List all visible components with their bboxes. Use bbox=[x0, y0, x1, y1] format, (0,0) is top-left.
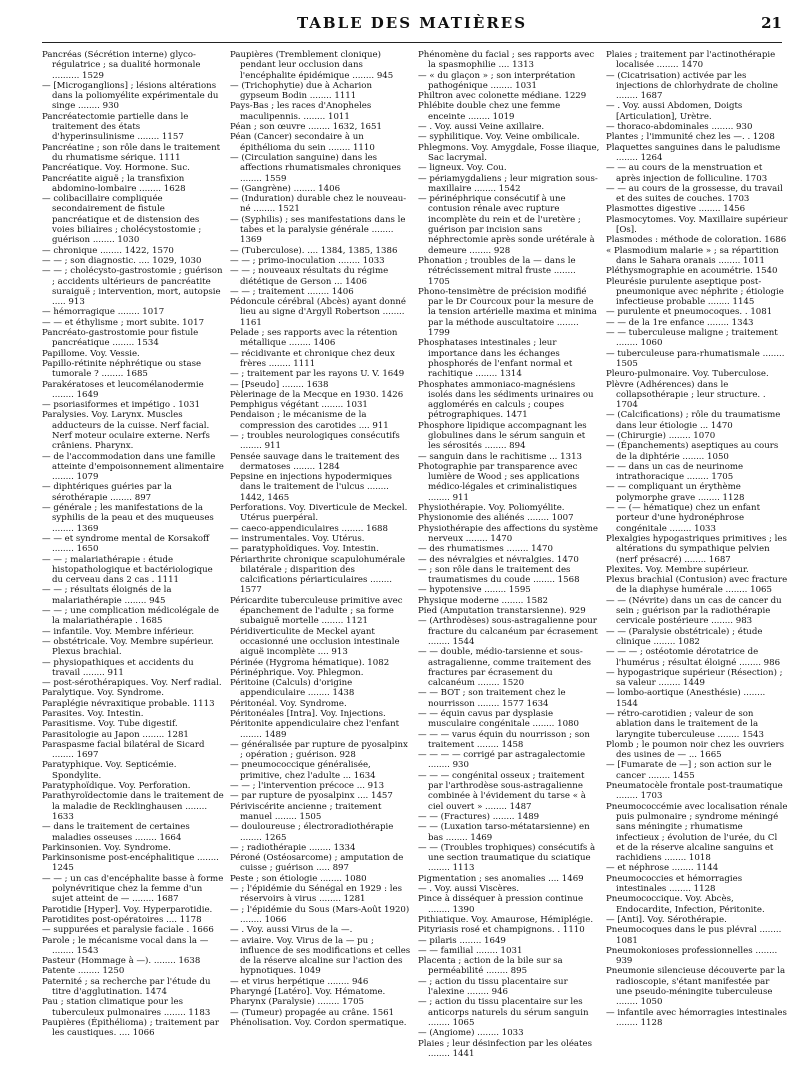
index-entry: Plèvre (Adhérences) dans le collapsothérapie ; leur structure. . 1704 bbox=[606, 379, 766, 411]
index-entry: Pince à disséquer à pression continue ........ 1390 bbox=[418, 894, 584, 915]
index-entry: — hypotensive ........ 1595 bbox=[418, 585, 531, 596]
index-entry: — des rhumatismes ........ 1470 bbox=[418, 544, 553, 555]
index-entry: Péan (Cancer) secondaire à un épithélioma du sein ........ 1110 bbox=[230, 132, 375, 153]
index-entry: — (Syphilis) ; ses manifestations dans le tabes et la paralysie générale ........ 1369 bbox=[230, 214, 406, 246]
index-entry: Phosphore lipidique accompagnant les globulines dans le sérum sanguin et les sérosités ........ 894 bbox=[418, 420, 587, 452]
index-entry: Pepsine en injections hypodermiques dans le traitement de l'ulcus ........ 1442, 1465 bbox=[230, 472, 392, 503]
index-entry: — — (Fractures) ........ 1489 bbox=[418, 811, 540, 822]
index-entry: — ; l'épidémie du Sénégal en 1929 : les réservoirs à virus ........ 1281 bbox=[230, 884, 402, 905]
index-entry: — (Épanchements) aseptiques au cours de la diphtérie ........ 1050 bbox=[606, 441, 779, 462]
index-entry: Paraspasme facial bilatéral de Sicard ........ 1697 bbox=[42, 739, 205, 761]
index-entry: Papillo-rétinite néphrétique ou stase tumorale ? ........ 1685 bbox=[42, 358, 202, 380]
index-entry: — infantile. Voy. Membre inférieur. bbox=[42, 626, 195, 637]
index-entry: Pancréatine ; son rôle dans le traitement du rhumatisme sérique. 1111 bbox=[42, 142, 221, 163]
index-entry: Plexus brachial (Contusion) avec fracture de la diaphyse humérale ........ 1065 bbox=[606, 575, 788, 596]
index-entry: Pau ; station climatique pour les tuberculeux pulmonaires ........ 1183 bbox=[42, 997, 211, 1018]
index-entry: — — ; un cas d'encéphalite basse à forme polynévritique chez la femme d'un sujet atteint de — ........ 1687 bbox=[42, 873, 224, 905]
index-entry: — — ; l'intervention précoce ... 913 bbox=[230, 781, 385, 792]
index-entry: — des névralgies et névralgies. 1470 bbox=[418, 554, 579, 565]
index-entry: — pneumococcique généralisée, primitive, chez l'adulte ... 1634 bbox=[230, 760, 376, 781]
index-entry: Phosphates ammoniaco-magnésiens isolés dans les sédiments urinaires ou agglomérés en calculs ; coupes pétrographiques. 1471 bbox=[418, 379, 594, 421]
index-entry: — (Arthrodèses) sous-astragalienne pour fracture du calcanéum par écrasement ........ 1544 bbox=[418, 616, 598, 647]
index-entry: Péricardite tuberculeuse primitive avec épanchement de l'adulte ; sa forme subaiguë mortelle ........ 1121 bbox=[230, 595, 403, 627]
index-entry: Pneumocoques dans le pus plévral ........ 1081 bbox=[606, 925, 782, 946]
index-entry: — — équin cavus par dysplasie musculaire congénitale ........ 1080 bbox=[418, 709, 579, 730]
index-entry: Plaquettes sanguines dans le paludisme ........ 1264 bbox=[606, 142, 781, 163]
index-entry: — ; l'épidémie du Sous (Mars-Août 1920) ........ 1066 bbox=[230, 904, 410, 925]
index-entry: — — compliquant un érythème polymorphe grave ........ 1128 bbox=[606, 482, 745, 503]
index-entry: — — ; primo-inoculation ........ 1033 bbox=[230, 255, 385, 266]
index-entry: — douloureuse ; électroradiothérapie ........ 1265 bbox=[230, 822, 394, 843]
index-entry: Phlébite double chez une femme enceinte ........ 1019 bbox=[418, 101, 561, 122]
index-entry: — purulente et pneumocoques. . 1081 bbox=[606, 307, 773, 318]
index-entry: — hypogastrique supérieur (Résection) ; sa valeur ........ 1449 bbox=[606, 667, 783, 689]
index-entry: — ; traitement par les rayons U. V. 1649 bbox=[230, 369, 405, 380]
index-entry: Phosphatases intestinales ; leur importance dans les échanges phosphorés de l'enfant normal et rachitique ........ 1314 bbox=[418, 338, 573, 380]
index-entry: Pneumococcémie avec localisation rénale puis pulmonaire ; syndrome méningé sans méningite ; rhumatisme infectieux ; évolution de l'urée, du Cl et de la réserve alcaline sanguins et rachidiens ........ 1018 bbox=[606, 801, 788, 864]
index-entry: Physiothérapie. Voy. Poliomyélite. bbox=[418, 503, 565, 514]
index-entry: — [Pseudo] ........ 1638 bbox=[230, 379, 329, 390]
index-entry: Périnée (Hygroma hématique). 1082 bbox=[230, 657, 390, 668]
index-entry: Pancréas (Sécrétion interne) glyco-régulatrice ; sa dualité hormonale .......... 1529 bbox=[42, 50, 201, 81]
index-entry: Parathyroïdectomie dans le traitement de la maladie de Recklinghausen ........ 1633 bbox=[42, 791, 224, 822]
index-entry: — (Cicatrisation) activée par les injections de chlorhydrate de choline ........ 1687 bbox=[606, 70, 778, 102]
index-entry: — [Fumarate de —] ; son action sur le cancer ........ 1455 bbox=[606, 760, 772, 781]
index-entry: Pédoncule cérébral (Abcès) ayant donné lieu au signe d'Argyll Robertson ........ 1161 bbox=[230, 297, 407, 328]
index-entry: — ; action du tissu placentaire sur l'alexine ........ 946 bbox=[418, 976, 568, 998]
index-entry: Pelade ; ses rapports avec la rétention métallique ........ 1406 bbox=[230, 328, 398, 349]
index-entry: — — (Névrite) dans un cas de cancer du sein ; guérison par la radiothérapie cervicale postérieure ........ 983 bbox=[606, 595, 782, 627]
index-entry: — et néphrose ........ 1144 bbox=[606, 863, 719, 874]
index-entry: Péridiverticulite de Meckel ayant occasionné une occlusion intestinale aiguë incomplète .... 913 bbox=[230, 626, 400, 658]
index-entry: Plasmottes digestive ........ 1456 bbox=[606, 204, 746, 215]
index-entry: Parotidie [Hyper]. Voy. Hyperparotidie. bbox=[42, 904, 213, 915]
index-entry: — [Microganglions] ; lésions altérations dans la poliomyélite expérimentale du singe ........ 930 bbox=[42, 80, 219, 112]
header-rule bbox=[42, 42, 782, 43]
index-entry: — — — ; ostéotomie dérotatrice de l'humérus ; résultat éloigné ........ 986 bbox=[606, 647, 781, 668]
index-entry: Plaies ; traitement par l'actinothérapie localisée ........ 1470 bbox=[606, 50, 776, 71]
index-entry: Plomb ; le poumon noir chez les ouvriers des usines de — ... 1665 bbox=[606, 739, 785, 761]
index-entry: Phono-tensimètre de précision modifié par le Dr Courcoux pour la mesure de la tension artérielle maxima et minima par la méthode auscultatoire ........ 1799 bbox=[418, 286, 597, 339]
index-entry: — — au cours de la grossesse, du travail et des suites de couches. 1703 bbox=[606, 183, 783, 205]
index-entry: — — tuberculeuse maligne ; traitement ........ 1060 bbox=[606, 328, 778, 349]
index-entry: — tuberculeuse para-rhumatismale ........ 1505 bbox=[606, 348, 785, 369]
index-entry: Paupières (Tremblement clonique) pendant leur occlusion dans l'encéphalite épidémique ........ 945 bbox=[230, 50, 394, 81]
index-entry: — (Angiome) ........ 1033 bbox=[418, 1028, 524, 1039]
index-entry: — obstétricale. Voy. Membre supérieur. Plexus brachial. bbox=[42, 636, 214, 658]
index-entry: — chronique ........ 1422, 1570 bbox=[42, 245, 174, 256]
index-entry: — — double, médio-tarsienne et sous-astragalienne, comme traitement des fractures par écrasement du calcanéum ........ 1520 bbox=[418, 647, 592, 689]
index-entry: — (Gangrène) ........ 1406 bbox=[230, 183, 341, 194]
index-entry: — — et syndrome mental de Korsakoff ........ 1650 bbox=[42, 533, 210, 555]
index-entry: — . Voy. aussi Abdomen, Doigts [Articulation], Urètre. bbox=[606, 101, 743, 122]
index-entry: Pancréatectomie partielle dans le traitement des états d'hyperinsulinisme ........ 1157 bbox=[42, 111, 189, 143]
index-entry: — ligneux. Voy. Cou. bbox=[418, 163, 507, 174]
index-entry: — thoraco-abdominales ........ 930 bbox=[606, 122, 753, 133]
index-entry: Pensée sauvage dans le traitement des dermatoses ........ 1284 bbox=[230, 451, 400, 472]
index-entry: Peste ; son étiologie ........ 1080 bbox=[230, 873, 367, 884]
index-entry: Pendaison ; le mécanisme de la compression des carotides .... 911 bbox=[230, 410, 389, 431]
index-entry: — ; radiothérapie ........ 1334 bbox=[230, 842, 356, 853]
index-entry: — — ; nouveaux résultats du régime diététique de Gerson ... 1406 bbox=[230, 266, 389, 287]
index-entry: — de l'accommodation dans une famille atteinte d'empoisonnement alimentaire ........ 1079 bbox=[42, 451, 224, 483]
index-entry: Paralytique. Voy. Syndrome. bbox=[42, 688, 164, 699]
index-entry: Paratyphoïdique. Voy. Perforation. bbox=[42, 781, 191, 792]
index-entry: Péritoine (Calculs) d'origine appendiculaire ........ 1438 bbox=[230, 678, 355, 699]
index-entry: — paratyphoïdiques. Voy. Intestin. bbox=[230, 544, 379, 555]
index-entry: — ; action du tissu placentaire sur les anticorps naturels du sérum sanguin ........ 1065 bbox=[418, 997, 589, 1028]
index-entry: Périnéphrique. Voy. Phlegmon. bbox=[230, 667, 364, 678]
index-entry: « Plasmodium malarie » ; sa répartition dans le Sahara oranais ........ 1011 bbox=[606, 245, 779, 266]
index-entry: Parkinsonisme post-encéphalitique ........ 1245 bbox=[42, 853, 219, 874]
index-entry: — (Induration) durable chez le nouveau-né ........ 1521 bbox=[230, 194, 407, 215]
index-entry: — par rupture de pyosalpinx .... 1457 bbox=[230, 791, 393, 802]
index-entry: Paraplégie névraxitique probable. 1113 bbox=[42, 698, 215, 709]
index-entry: — — ; malariathérapie : étude histopathologique et bactériologique du cerveau dans 2 cas . 1111 bbox=[42, 554, 213, 586]
index-entry: — — — varus équin du nourrisson ; son traitement ........ 1458 bbox=[418, 729, 590, 750]
index-entry: — — de la 1re enfance ........ 1343 bbox=[606, 317, 754, 328]
index-entry: — instrumentales. Voy. Utérus. bbox=[230, 533, 365, 544]
index-entry: Pharynx (Paralysie) ........ 1705 bbox=[230, 997, 365, 1008]
index-entry: Phonation ; troubles de la — dans le rétrécissement mitral fruste ........ 1705 bbox=[418, 255, 576, 287]
index-entry: — — au cours de la menstruation et après injection de folliculine. 1703 bbox=[606, 163, 768, 184]
index-entry: Pancréatique. Voy. Hormone. Suc. bbox=[42, 163, 190, 174]
index-column-4 bbox=[606, 50, 788, 1028]
index-entry: Plexites. Voy. Membre supérieur. bbox=[606, 564, 749, 575]
index-entry: — — (Paralysie obstétricale) ; étude clinique ........ 1082 bbox=[606, 626, 763, 647]
index-entry: — (Circulation sanguine) dans les affections rhumatismales chroniques ........ 1559 bbox=[230, 152, 401, 184]
index-entry: — récidivante et chronique chez deux frères ........ 1111 bbox=[230, 348, 395, 369]
index-entry: — lombo-aortique (Anesthésie) ........ 1544 bbox=[606, 688, 766, 709]
index-entry: Physionomie des aliénés ........ 1007 bbox=[418, 513, 574, 524]
index-entry: Parasitologie au Japon ........ 1281 bbox=[42, 729, 189, 740]
index-entry: Parole ; le mécanisme vocal dans la — ........ 1543 bbox=[42, 935, 209, 956]
index-entry: — — ; cholécysto-gastrostomie ; guérison ; accidents ultérieurs de pancréatite suraiguë ; intervention, mort, autopsie ..... 913 bbox=[42, 266, 223, 308]
index-entry: — (Calcifications) ; rôle du traumatisme dans leur étiologie ... 1470 bbox=[606, 410, 781, 431]
index-entry: Pneumatocèle frontale post-traumatique ........ 1703 bbox=[606, 781, 783, 802]
index-entry: Péroné (Ostéosarcome) ; amputation de cuisse ; guérison ..... 897 bbox=[230, 853, 404, 874]
index-entry: — — ; résultats éloignés de la malariathérapie ........ 945 bbox=[42, 585, 172, 606]
index-entry: Physique moderne ........ 1582 bbox=[418, 595, 549, 606]
index-entry: Plasmodes : méthode de coloration. 1686 bbox=[606, 235, 787, 246]
index-entry: — périamygdaliens ; leur migration sous-maxillaire ........ 1542 bbox=[418, 173, 598, 194]
index-entry: Pharyngé [Latéro]. Voy. Hématome. bbox=[230, 987, 386, 998]
index-column-3 bbox=[418, 50, 600, 1059]
index-entry: Péritonéales [Intra]. Voy. Injections. bbox=[230, 709, 386, 719]
index-entry: Photographie par transparence avec lumière de Wood ; ses applications médico-légales et criminalistiques ........ 911 bbox=[418, 461, 580, 503]
index-entry: — « du glaçon » ; son interprétation pathogénique ........ 1031 bbox=[418, 70, 576, 91]
index-entry: — — (— hématique) chez un enfant porteur d'une hydronéphrose congénitale ........ 1033 bbox=[606, 503, 761, 534]
index-entry: — (Tumeur) propagée au crâne. 1561 bbox=[230, 1007, 395, 1018]
index-entry: — — dans un cas de neurinome intrathoracique ........ 1705 bbox=[606, 461, 744, 483]
index-column-1 bbox=[42, 50, 224, 1039]
index-entry: Physiothérapie des affections du système nerveux ........ 1470 bbox=[418, 523, 599, 544]
index-entry: — physiopathiques et accidents du travail ........ 911 bbox=[42, 657, 194, 678]
index-entry: — . Voy. aussi Virus de la —. bbox=[230, 925, 353, 936]
index-entry: — caeco-appendiculaires ........ 1688 bbox=[230, 523, 388, 534]
index-entry: Parakératoses et leucomélanodermie ........ 1649 bbox=[42, 379, 204, 400]
index-entry: — [Anti]. Voy. Sérothérapie. bbox=[606, 914, 727, 925]
index-entry: Plaies ; leur désinfection par les oléates ........ 1441 bbox=[418, 1038, 592, 1059]
index-entry: — suppurées et paralysie faciale . 1666 bbox=[42, 925, 214, 936]
index-entry: Plantes ; l'immunité chez les —. . 1208 bbox=[606, 132, 775, 143]
index-entry: Pneumokonioses professionnelles ........ 939 bbox=[606, 945, 778, 967]
index-entry: — (Trichophytie) due à Acharion gypseum Bodin ........ 1111 bbox=[230, 80, 373, 102]
index-entry: — hémorragique ........ 1017 bbox=[42, 307, 165, 318]
index-entry: — et virus herpétique ........ 946 bbox=[230, 976, 369, 987]
index-entry: — psoriasiformes et impétigo . 1031 bbox=[42, 400, 201, 411]
index-entry: Papillome. Voy. Vessie. bbox=[42, 348, 140, 359]
index-entry: — — (Luxation tarso-métatarsienne) en bas ........ 1469 bbox=[418, 822, 590, 843]
index-entry: Pancréatite aiguë ; la transfixion abdomino-lombaire ........ 1628 bbox=[42, 173, 186, 194]
index-entry: — colibacillaire compliquée secondairement de fistule pancréatique et de distension des voies biliaires ; cholécystostomie ; guérison ........ 1030 bbox=[42, 194, 202, 246]
index-entry: Paupières (Épithélioma) ; traitement par les caustiques. .... 1066 bbox=[42, 1017, 219, 1039]
index-entry: — . Voy. aussi Viscères. bbox=[418, 884, 519, 895]
index-entry: — post-sérothérapiques. Voy. Nerf radial. bbox=[42, 678, 222, 689]
index-entry: Pléthysmographie en acoumétrie. 1540 bbox=[606, 266, 778, 277]
index-entry: Patente ........ 1250 bbox=[42, 966, 125, 977]
index-entry: Pays-Bas ; les races d'Anopheles maculipennis. ........ 1011 bbox=[230, 101, 372, 122]
index-entry: Parasitisme. Voy. Tube digestif. bbox=[42, 719, 178, 730]
index-entry: Pigmentation ; ses anomalies .... 1469 bbox=[418, 873, 584, 884]
index-entry: — infantile avec hémorragies intestinales ........ 1128 bbox=[606, 1007, 787, 1028]
index-entry: — générale ; les manifestations de la syphilis de la peau et des muqueuses ........ 1369 bbox=[42, 503, 214, 534]
index-entry: Pneumococcies et hémorragies intestinales ........ 1128 bbox=[606, 873, 743, 895]
index-entry: — syphilitique. Voy. Veine ombilicale. bbox=[418, 132, 580, 143]
index-entry: Parkinsonien. Voy. Syndrome. bbox=[42, 842, 171, 853]
index-entry: — périnéphrique consécutif à une contusion rénale avec rupture incomplète du rein et de l'uretère ; guérison par incision sans néphrectomie après sonde urétérale à demeure ........ 928 bbox=[418, 194, 595, 256]
page-title: TABLE DES MATIÈRES bbox=[296, 14, 528, 32]
index-entry: Parasites. Voy. Intestin. bbox=[42, 709, 144, 719]
index-entry: Pneumonie silencieuse découverte par la radioscopie, s'étant manifestée par une pseudo-méningite tuberculeuse ........ 1050 bbox=[606, 966, 786, 1008]
index-entry: — — ; traitement ........ 1406 bbox=[230, 286, 354, 297]
index-entry: Pneumococcique. Voy. Abcès, Endocardite, Infection, Péritonite. bbox=[606, 894, 765, 915]
index-entry: Pasteur (Hommage à —). ........ 1638 bbox=[42, 956, 201, 967]
index-entry: — généralisée par rupture de pyosalpinx ; opération ; guérison. 928 bbox=[230, 739, 408, 761]
index-entry: — — (Troubles trophiques) consécutifs à une section traumatique du sciatique ........ 1113 bbox=[418, 842, 596, 874]
index-entry: Péritonite appendiculaire chez l'enfant ........ 1489 bbox=[230, 719, 400, 740]
index-entry: — — familial ........ 1031 bbox=[418, 945, 523, 956]
index-entry: — ; troubles neurologiques consécutifs ........ 911 bbox=[230, 430, 400, 452]
index-column-2 bbox=[230, 50, 412, 1028]
index-entry: — (Chirurgie) ........ 1070 bbox=[606, 430, 716, 441]
index-entry: — rétro-carotidien ; valeur de son ablation dans le traitement de la laryngite tuberculeuse ........ 1543 bbox=[606, 709, 764, 740]
index-entry: Pityriasis rosé et champignons. . 1110 bbox=[418, 925, 585, 936]
index-entry: — — ; son diagnostic. .... 1029, 1030 bbox=[42, 255, 202, 266]
index-entry: — sanguin dans le rachitisme ... 1313 bbox=[418, 451, 583, 462]
index-entry: Péritonéal. Voy. Syndrome. bbox=[230, 698, 347, 709]
index-entry: — (Tuberculose). .... 1384, 1385, 1386 bbox=[230, 245, 398, 256]
index-entry: Paternité ; sa recherche par l'étude du titre d'agglutination. 1474 bbox=[42, 976, 211, 998]
index-entry: Périarthrite chronique scapulohumérale bilatérale ; disparition des calcifications périarticulaires ........ 1577 bbox=[230, 554, 406, 596]
index-entry: Plexalgies hypogastriques primitives ; les altérations du sympathique pelvien (nerf présacré) ........ 1687 bbox=[606, 533, 787, 565]
index-entry: Phénolisation. Voy. Cordon spermatique. bbox=[230, 1017, 407, 1028]
index-entry: Phlegmons. Voy. Amygdale, Fosse iliaque, Sac lacrymal. bbox=[418, 142, 600, 163]
index-entry: Paratyphique. Voy. Septicémie. Spondylite. bbox=[42, 760, 177, 781]
page-number: 21 bbox=[761, 14, 782, 32]
index-entry: — — — — corrigé par astragalectomie ........ 930 bbox=[418, 750, 586, 771]
index-entry: Pemphigus végétant ........ 1031 bbox=[230, 400, 368, 411]
index-entry: — dans le traitement de certaines maladies osseuses ........ 1664 bbox=[42, 822, 190, 843]
index-entry: Pancréato-gastrostomie pour fistule pancréatique ........ 1534 bbox=[42, 328, 199, 349]
index-entry: — — et éthylisme ; mort subite. 1017 bbox=[42, 317, 205, 328]
index-entry: — pilaris ........ 1649 bbox=[418, 935, 506, 946]
index-entry: — — ; une complication médicolégale de la malariathérapie . 1685 bbox=[42, 606, 219, 627]
index-entry: — aviaire. Voy. Virus de la — pu ; influence de ses modifications et celles de la réserve alcaline sur l'action des hypnotiques. 1049 bbox=[230, 935, 411, 977]
index-entry: Parotidites post-opératoires .... 1178 bbox=[42, 914, 202, 925]
index-entry: — . Voy. aussi Veine axillaire. bbox=[418, 122, 545, 133]
index-entry: Pleurésie purulente aseptique post-pneumonique avec néphrite ; étiologie infectieuse probable ........ 1145 bbox=[606, 276, 784, 308]
index-entry: Perforations. Voy. Diverticule de Meckel. Utérus puerpéral. bbox=[230, 503, 408, 524]
index-entry: Pied (Amputation transtarsienne). 929 bbox=[418, 606, 586, 617]
index-entry: Pleuro-pulmonaire. Voy. Tuberculose. bbox=[606, 369, 769, 380]
index-entry: Pithiatique. Voy. Amaurose, Hémiplégie. bbox=[418, 914, 594, 925]
index-entry: Pèlerinage de la Mecque en 1930. 1426 bbox=[230, 389, 404, 400]
index-entry: — ; son rôle dans le traitement des traumatismes du coude ........ 1568 bbox=[418, 564, 580, 586]
index-entry: Philtron avec colonette médiane. 1229 bbox=[418, 91, 587, 102]
index-entry: Plasmocytomes. Voy. Maxillaire supérieur [Os]. bbox=[606, 214, 788, 236]
index-entry: Placenta ; action de la bile sur sa perméabilité ........ 895 bbox=[418, 956, 563, 977]
index-entry: Péan ; son œuvre ........ 1632, 1651 bbox=[230, 122, 382, 133]
page-header bbox=[42, 14, 782, 38]
index-entry: Phénomène du facial ; ses rapports avec la spasmophilie .... 1313 bbox=[418, 50, 595, 71]
index-entry: Périviscérite ancienne ; traitement manuel ........ 1505 bbox=[230, 801, 382, 822]
index-entry: Paralysies. Voy. Larynx. Muscles adducteurs de la cuisse. Nerf facial. Nerf moteur oculaire externe. Nerfs crâniens. Pharynx. bbox=[42, 410, 210, 452]
index-entry: — — BOT ; son traitement chez le nourrisson ........ 1577 1634 bbox=[418, 688, 566, 709]
index-entry: — — — congénital osseux ; traitement par l'arthrodèse sous-astragalienne combinée à l'évidement du tarse « à ciel ouvert » ........ 1487 bbox=[418, 770, 586, 812]
index-entry: — diphtériques guéries par la sérothérapie ........ 897 bbox=[42, 482, 172, 503]
